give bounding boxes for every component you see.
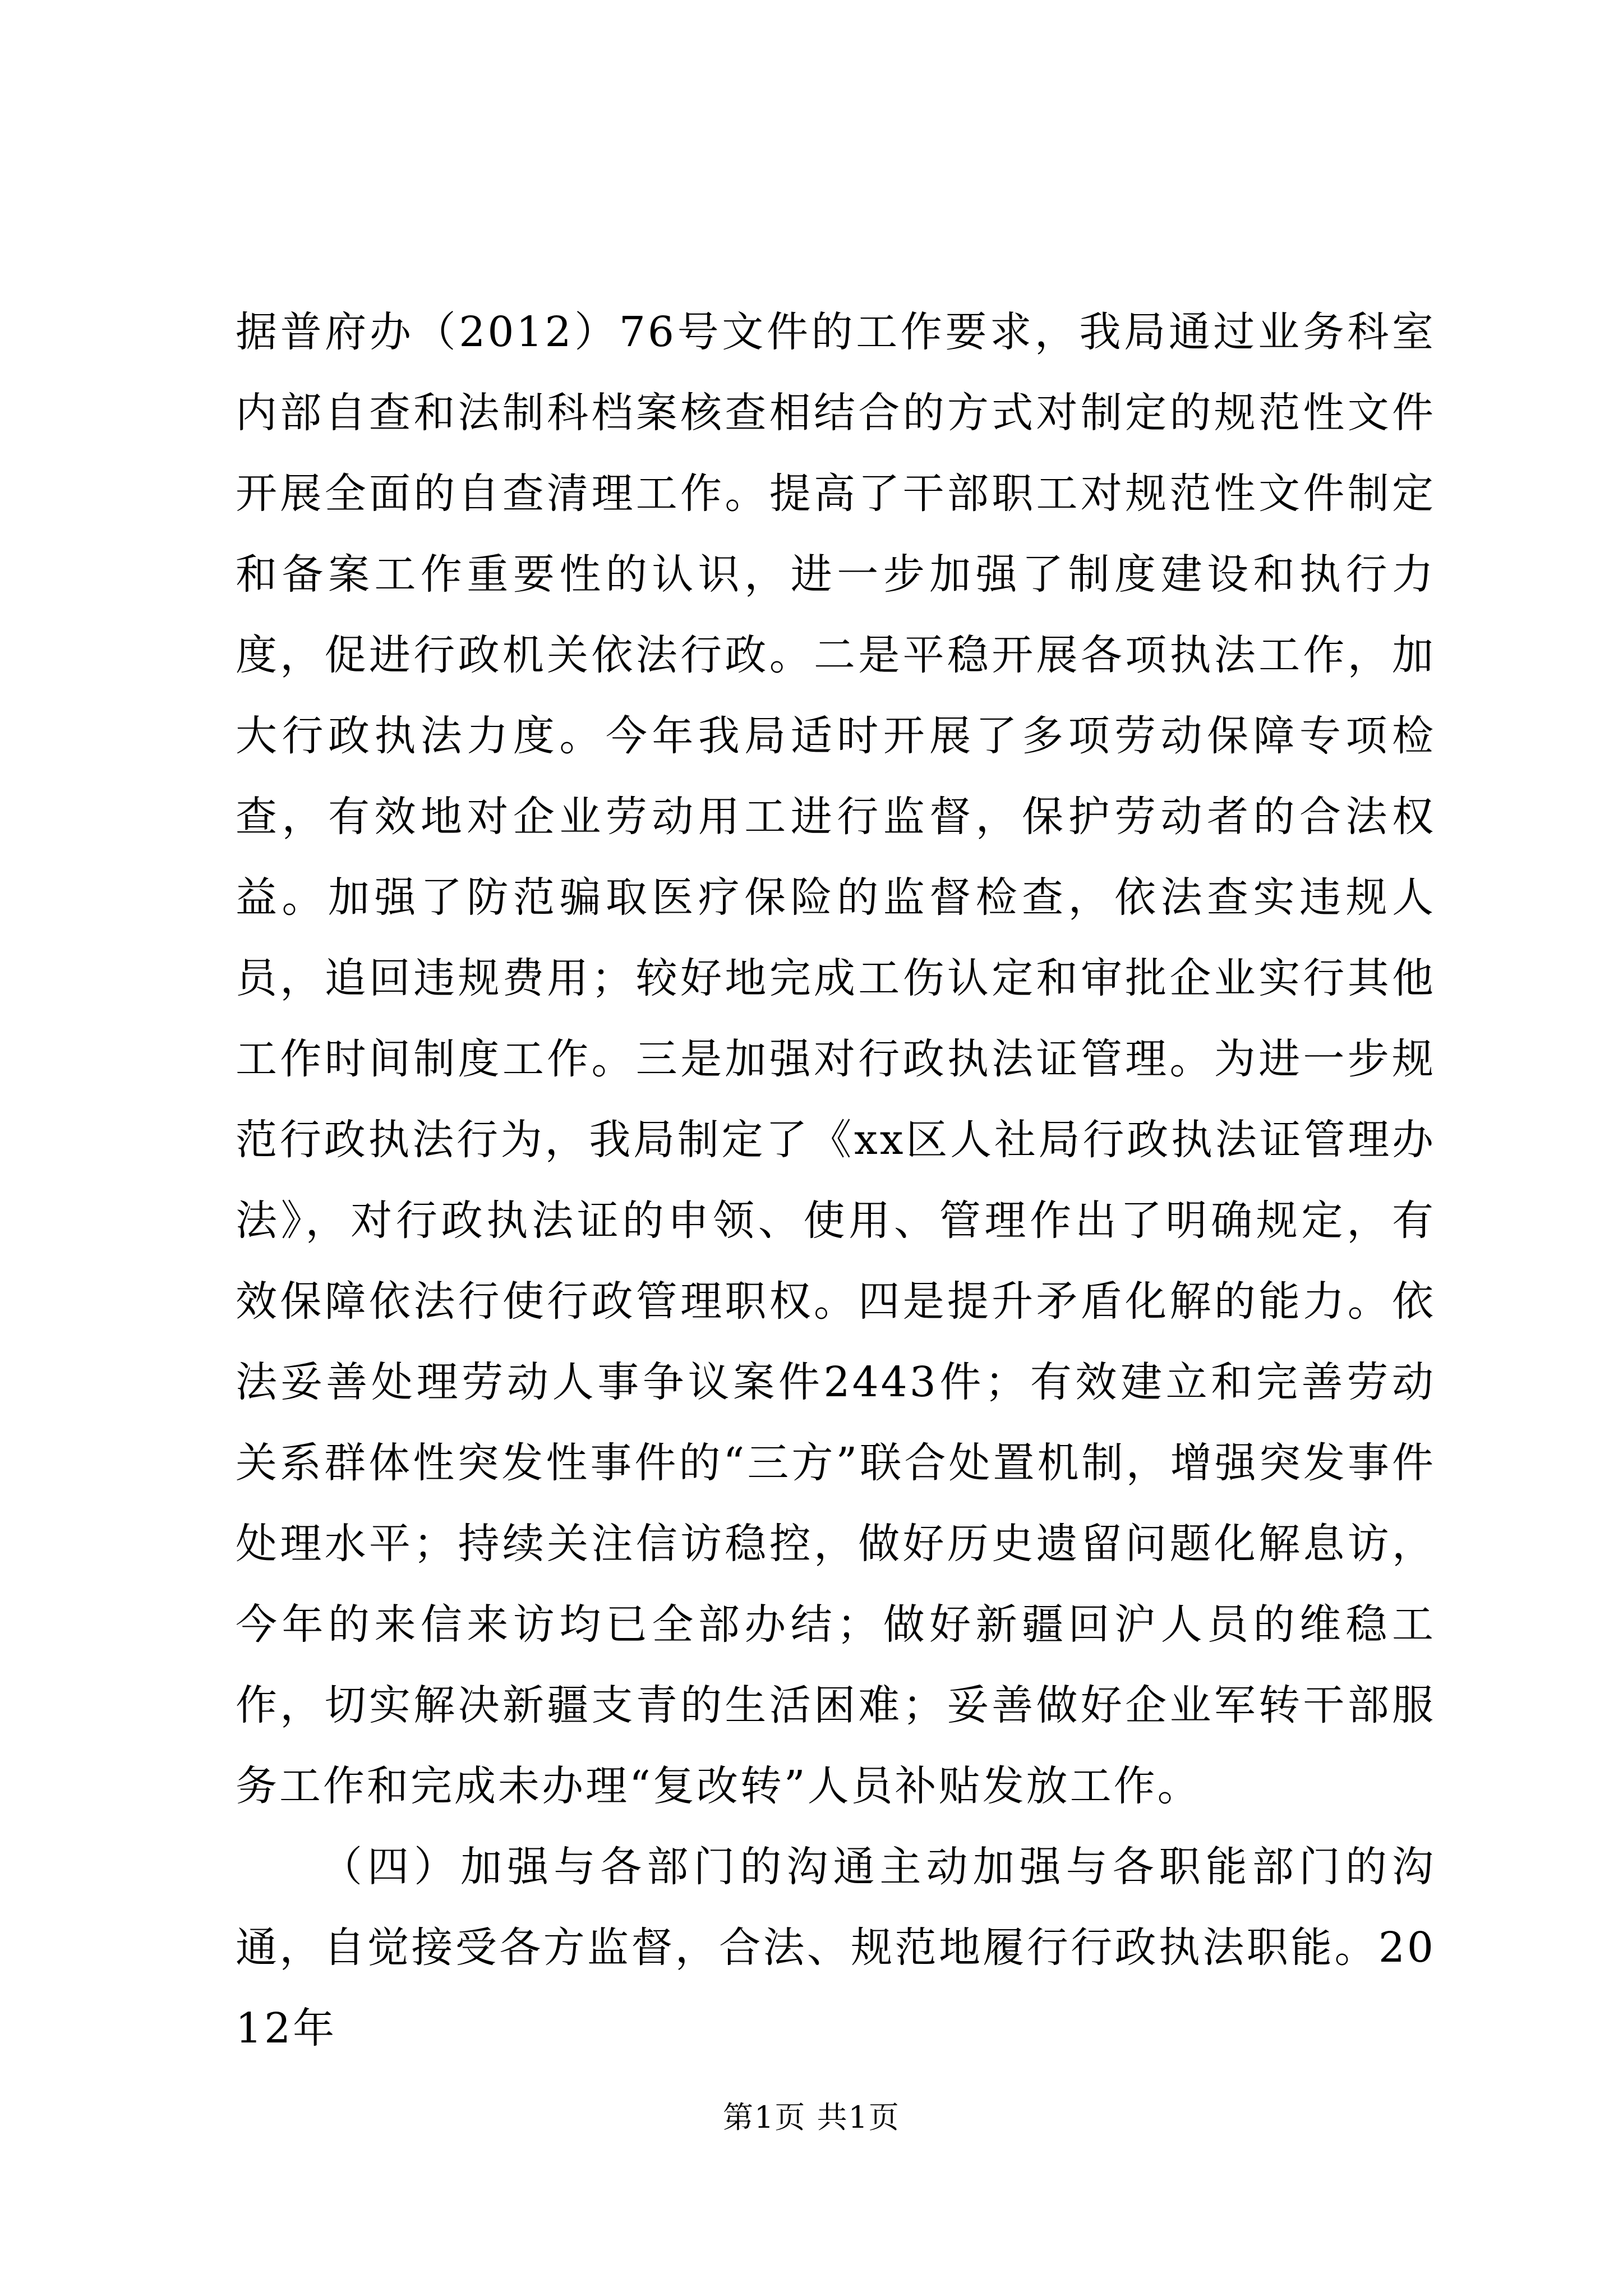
paragraph-2: （四）加强与各部门的沟通主动加强与各职能部门的沟通，自觉接受各方监督，合法、规范地履行行政执法职能。2012年: [236, 1843, 1436, 2053]
document-body: [236, 292, 1436, 2069]
page-footer: 第1页 共1页: [723, 2100, 900, 2135]
paragraph-1: 据普府办（2012）76号文件的工作要求，我局通过业务科室内部自查和法制科档案核查相结合的方式对制定的规范性文件开展全面的自查清理工作。提高了干部职工对规范性文件制定和备案工作重要性的认识，进一步加强了制度建设和执行力度，促进行政机关依法行政。二是平稳开展各项执法工作，加大行政执法力度。今年我局适时开展了多项劳动保障专项检查，有效地对企业劳动用工进行监督，保护劳动者的合法权益。加强了防范骗取医疗保险的监督检查，依法查实违规人员，追回违规费用；较好地完成工伤认定和审批企业实行其他工作时间制度工作。三是加强对行政执法证管理。为进一步规范行政执法行为，我局制定了《xx区人社局行政执法证管理办法》，对行政执法证的申领、使用、管理作出了明确规定，有效保障依法行使行政管理职权。四是提升矛盾化解的能力。依法妥善处理劳动人事争议案件2443件；有效建立和完善劳动关系群体性突发性事件的“三方”联合处置机制，增强突发事件处理水平；持续关注信访稳控，做好历史遗留问题化解息访，今年的来信来访均已全部办结；做好新疆回沪人员的维稳工作，切实解决新疆支青的生活困难；妥善做好企业军转干部服务工作和完成未办理“复改转”人员补贴发放工作。: [236, 308, 1436, 1810]
